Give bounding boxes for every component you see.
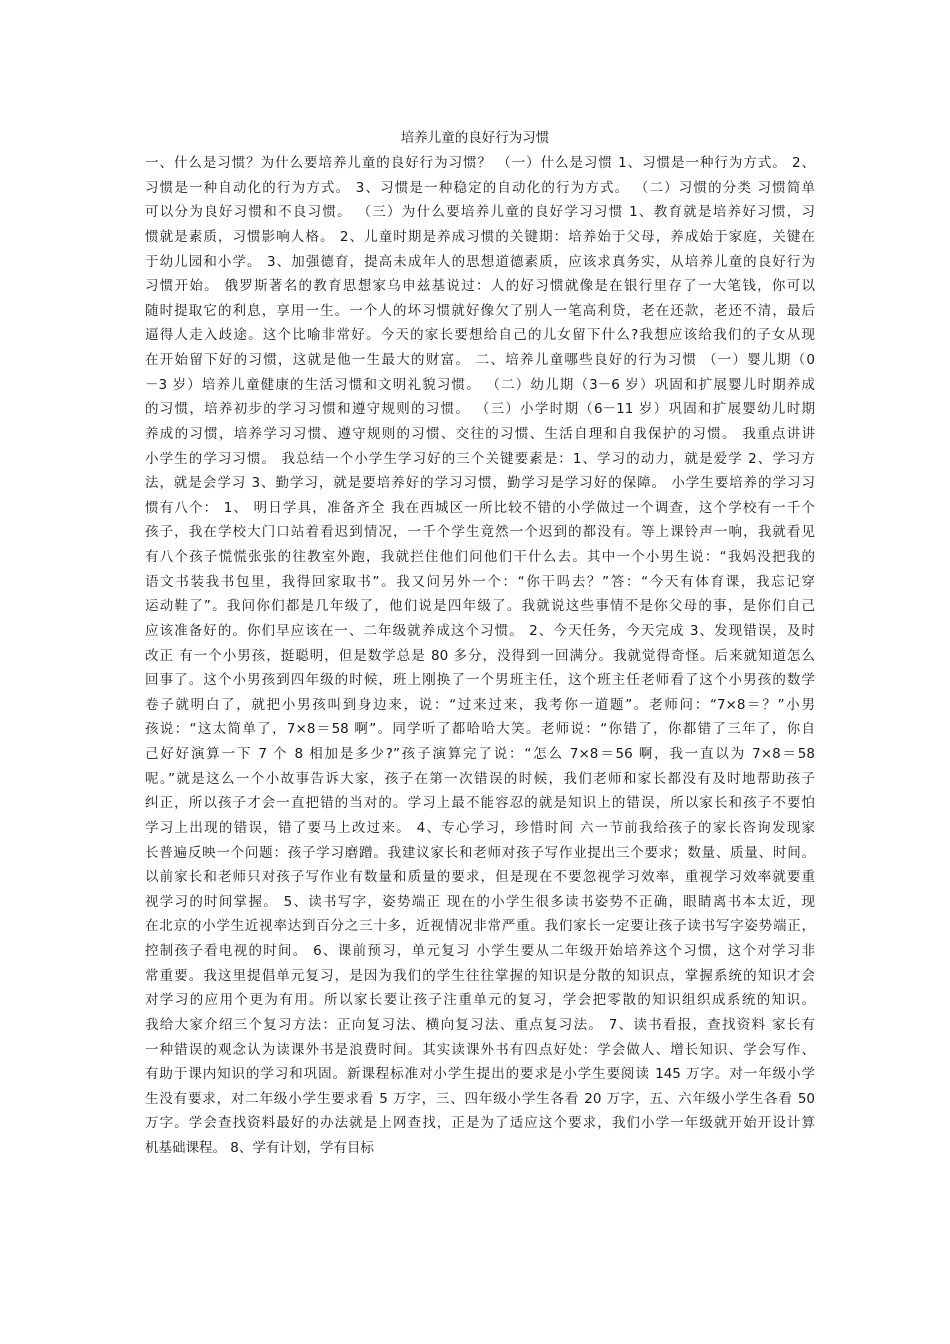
paragraph-line: 随时提取它的利息，享用一生。一个人的坏习惯就好像欠了别人一笔高利贷，老在还款，老还不清，最后 (145, 302, 815, 319)
paragraph-line: －3 岁）培养儿童健康的生活习惯和文明礼貌习惯。 （二）幼儿期（3－6 岁）巩固和扩展婴儿时期养成 (145, 376, 815, 393)
paragraph-line: 常重要。我这里提倡单元复习，是因为我们的学生往往掌握的知识是分散的知识点，掌握系统的知识才会 (145, 967, 815, 984)
paragraph-line: 孩子，我在学校大门口站着看迟到情况，一千个学生竟然一个迟到的都没有。等上课铃声一响，我就看见 (145, 524, 815, 541)
paragraph-line: 惯有八个： 1、 明日学具，准备齐全 我在西城区一所比较不错的小学做过一个调查，这个学校有一千个 (145, 499, 815, 516)
paragraph-line: 可以分为良好习惯和不良习惯。 （三）为什么要培养儿童的良好学习习惯 1、教育就是培养好习惯，习 (145, 204, 815, 221)
paragraph-line: 在北京的小学生近视率达到百分之三十多，近视情况非常严重。我们家长一定要让孩子读书写字姿势端正， (145, 918, 815, 935)
paragraph-line: 视学习的时间掌握。 5、读书写字，姿势端正 现在的小学生很多读书姿势不正确，眼睛离书本太近，现 (145, 893, 815, 910)
paragraph-line: 法，就是会学习 3、勤学习，就是要培养好的学习习惯，勤学习是学习好的保障。 小学生要培养的学习习 (145, 475, 815, 492)
paragraph-line: 学习上出现的错误，错了要马上改过来。 4、专心学习，珍惜时间 六一节前我给孩子的家长咨询发现家 (145, 819, 815, 836)
document-title: 培养儿童的良好行为习惯 (400, 130, 550, 146)
paragraph-line: 习惯开始。 俄罗斯著名的教育思想家乌申兹基说过：人的好习惯就像是在银行里存了一大笔钱，你可以 (145, 278, 815, 295)
paragraph-line: 有助于课内知识的学习和巩固。新课程标准对小学生提出的要求是小学生要阅读 145 万字。对一年级小学 (145, 1066, 815, 1083)
paragraph-line: 一种错误的观念认为读课外书是浪费时间。其实读课外书有四点好处：学会做人、增长知识、学会写作、 (145, 1041, 815, 1058)
paragraph-line: 惯就是素质，习惯影响人格。 2、儿童时期是养成习惯的关键期：培养始于父母，养成始于家庭，关键在 (145, 228, 815, 245)
paragraph-line: 逼得人走入歧途。这个比喻非常好。今天的家长要想给自己的儿女留下什么?我想应该给我们的子女从现 (145, 327, 815, 344)
paragraph-line: 长普遍反映一个问题：孩子学习磨蹭。我建议家长和老师对孩子写作业提出三个要求；数量、质量、时间。 (145, 844, 815, 861)
paragraph-line: 生没有要求，对二年级小学生要求看 5 万字，三、四年级小学生各看 20 万字，五、六年级小学生各看 50 (145, 1090, 815, 1107)
paragraph-line: 运动鞋了”。我问你们都是几年级了，他们说是四年级了。我就说这些事情不是你父母的事，是你们自己 (145, 598, 815, 615)
paragraph-line: 对学习的应用个更为有用。所以家长要让孩子注重单元的复习，学会把零散的知识组织成系统的知识。 (145, 992, 815, 1009)
paragraph-line: 万字。学会查找资料最好的办法就是上网查找，正是为了适应这个要求，我们小学一年级就开始开设计算 (145, 1115, 815, 1132)
paragraph-line: 回事了。这个小男孩到四年级的时候，班上刚换了一个男班主任，这个班主任老师看了这个小男孩的数学 (145, 672, 815, 689)
paragraph-line: 改正 有一个小男孩，挺聪明，但是数学总是 80 多分，没得到一回满分。我就觉得奇怪。后来就知道怎么 (145, 647, 815, 664)
document-body (145, 151, 815, 1161)
paragraph-line: 呢。”就是这么一个小故事告诉大家，孩子在第一次错误的时候，我们老师和家长都没有及时地帮助孩子 (145, 770, 815, 787)
paragraph-line: 卷子就明白了，就把小男孩叫到身边来，说：“过来过来，我考你一道题”。老师问：“7×8＝？”小男 (145, 696, 815, 713)
paragraph-line: 以前家长和老师只对孩子写作业有数量和质量的要求，但是现在不要忽视学习效率，重视学习效率就要重 (145, 869, 815, 886)
paragraph-line: 习惯是一种自动化的行为方式。 3、习惯是一种稳定的自动化的行为方式。 （二）习惯的分类 习惯简单 (145, 179, 815, 196)
paragraph-line: 小学生的学习习惯。 我总结一个小学生学习好的三个关键要素是：1、学习的动力，就是爱学 2、学习方 (145, 450, 815, 467)
paragraph-line: 语文书装我书包里，我得回家取书”。我又问另外一个：“你干吗去？”答：“今天有体育课，我忘记穿 (145, 573, 815, 590)
paragraph-line: 于幼儿园和小学。 3、加强德育，提高未成年人的思想道德素质，应该求真务实，从培养儿童的良好行为 (145, 253, 815, 270)
paragraph-line: 己好好演算一下 7 个 8 相加是多少?”孩子演算完了说：“怎么 7×8＝56 啊，我一直以为 7×8＝58 (145, 746, 815, 762)
paragraph-line: 纠正，所以孩子才会一直把错的当对的。学习上最不能容忍的就是知识上的错误，所以家长和孩子不要怕 (145, 795, 815, 812)
paragraph-line: 在开始留下好的习惯，这就是他一生最大的财富。 二、培养儿童哪些良好的行为习惯 （一）婴儿期（0 (145, 352, 815, 368)
paragraph-line: 机基础课程。 8、学有计划，学有目标 (145, 1140, 374, 1156)
paragraph-line: 的习惯，培养初步的学习习惯和遵守规则的习惯。 （三）小学时期（6－11 岁）巩固和扩展婴幼儿时期 (145, 401, 815, 418)
paragraph-line: 孩说：“这太简单了，7×8＝58 啊”。同学听了都哈哈大笑。老师说：“你错了，你都错了三年了，你自 (145, 721, 815, 738)
paragraph-line: 养成的习惯，培养学习习惯、遵守规则的习惯、交往的习惯、生活自理和自我保护的习惯。 我重点讲讲 (145, 425, 815, 442)
paragraph-line: 控制孩子看电视的时间。 6、课前预习，单元复习 小学生要从二年级开始培养这个习惯，这个对学习非 (145, 943, 815, 959)
paragraph-line: 我给大家介绍三个复习方法：正向复习法、横向复习法、重点复习法。 7、读书看报，查找资料 家长有 (145, 1016, 815, 1033)
paragraph-line: 一、什么是习惯？为什么要培养儿童的良好行为习惯？ （一）什么是习惯 1、习惯是一种行为方式。 2、 (145, 155, 815, 171)
paragraph-line: 有八个孩子慌慌张张的往教室外跑，我就拦住他们问他们干什么去。其中一个小男生说：“我妈没把我的 (145, 549, 815, 565)
paragraph-line: 应该准备好的。你们早应该在一、二年级就养成这个习惯。 2、今天任务，今天完成 3、发现错误，及时 (145, 622, 815, 639)
